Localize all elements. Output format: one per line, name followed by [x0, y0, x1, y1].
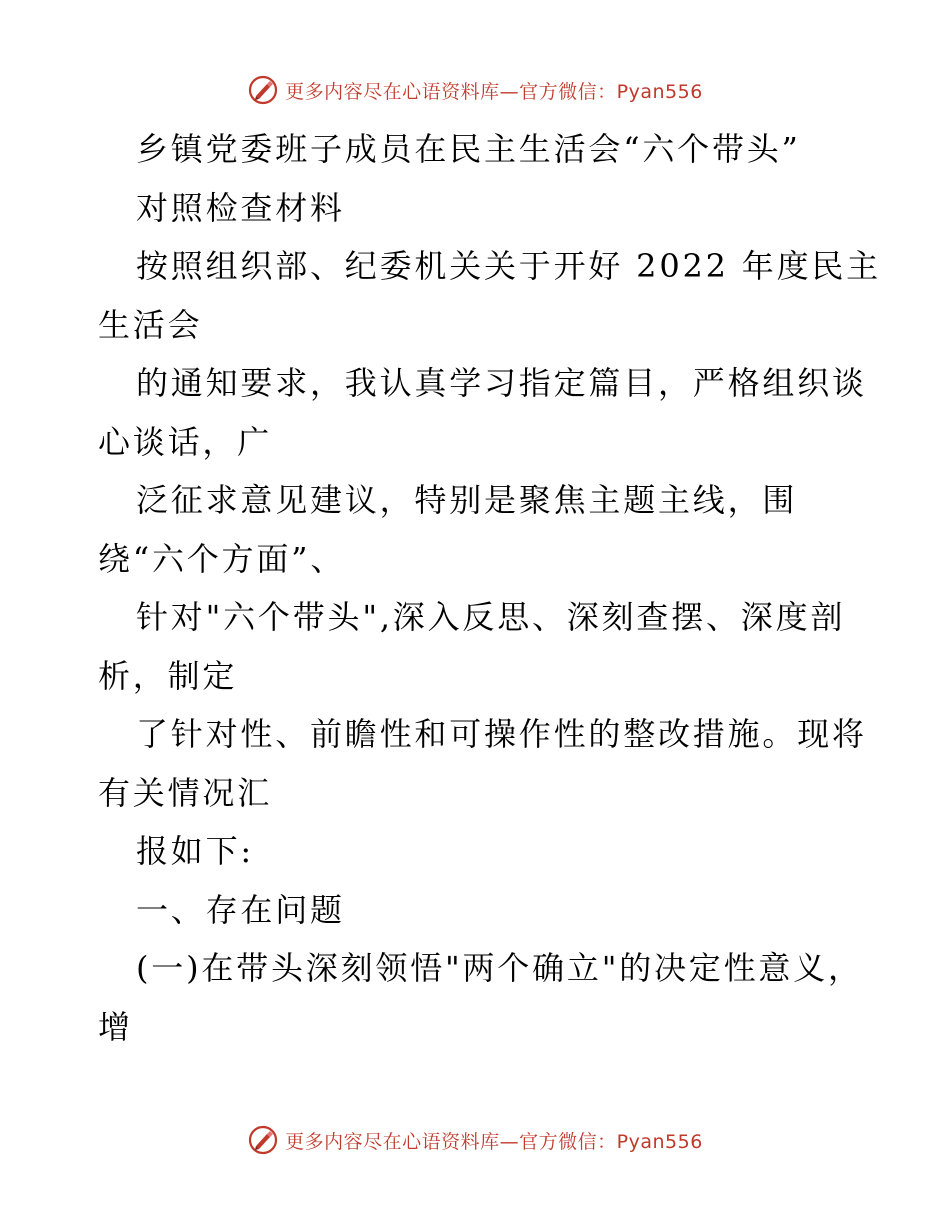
header-watermark: [0, 72, 950, 108]
paragraph-line: 了针对性、前瞻性和可操作性的整改措施。现将: [136, 715, 867, 753]
paragraph-line: 按照组织部、纪委机关关于开好 2022 年度民主: [136, 247, 881, 285]
document-body: [98, 120, 881, 1056]
paragraph-line: 增: [98, 1007, 133, 1046]
doc-title-line-2: 对照检查材料: [136, 188, 345, 227]
pen-logo-icon: [247, 1124, 279, 1156]
paragraph-line: 析，制定: [98, 656, 238, 695]
paragraph-line: 生活会: [98, 305, 203, 344]
footer-watermark: [0, 1122, 950, 1158]
paragraph-line: 有关情况汇: [98, 773, 273, 812]
paragraph-line: 的通知要求，我认真学习指定篇目，严格组织谈: [136, 364, 867, 402]
doc-title-line-1: 乡镇党委班子成员在民主生活会“六个带头”: [136, 130, 801, 168]
paragraph-line: 报如下:: [136, 832, 254, 870]
paragraph-line: 绕“六个方面”、: [98, 539, 346, 578]
watermark-text: 更多内容尽在心语资料库—官方微信：Pyan556: [285, 1130, 703, 1153]
subsection-heading: (一)在带头深刻领悟"两个确立"的决定性意义，: [136, 949, 863, 987]
watermark-text: 更多内容尽在心语资料库—官方微信：Pyan556: [285, 80, 703, 103]
pen-logo-icon: [247, 74, 279, 106]
paragraph-line: 针对"六个带头",深入反思、深刻查摆、深度剖: [136, 598, 846, 636]
paragraph-line: 泛征求意见建议，特别是聚焦主题主线，围: [136, 481, 798, 519]
section-heading: 一、存在问题: [136, 890, 345, 929]
paragraph-line: 心谈话，广: [98, 422, 273, 461]
